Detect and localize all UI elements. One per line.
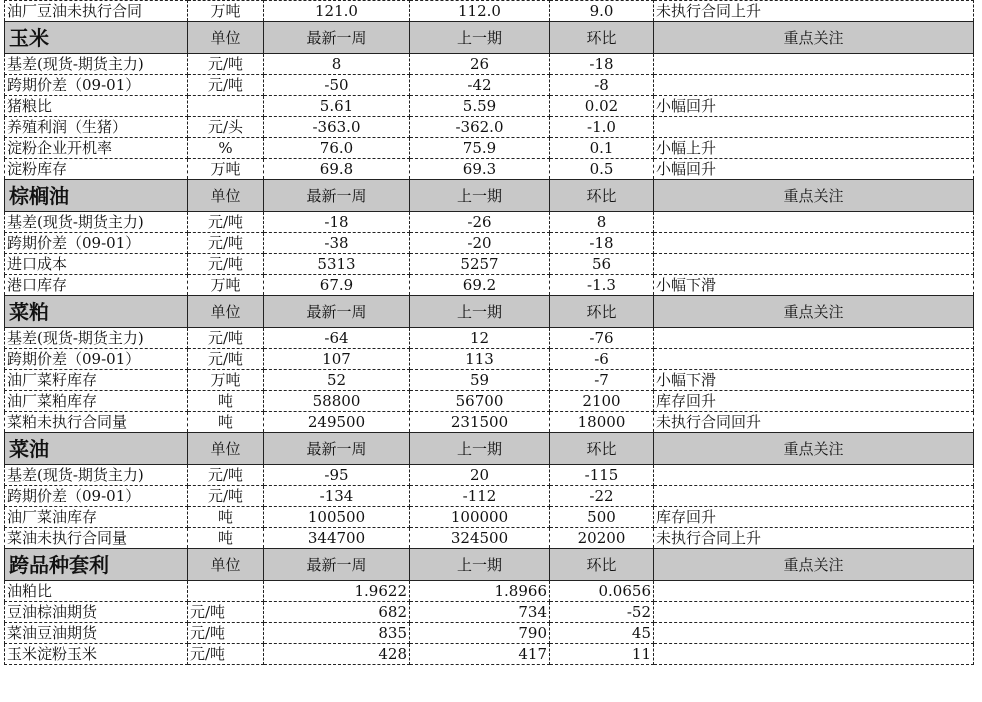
row-latest: 5.61 xyxy=(264,96,410,117)
table-row xyxy=(5,644,974,665)
row-change: -22 xyxy=(550,486,654,507)
row-unit: 吨 xyxy=(188,391,264,412)
table-row xyxy=(5,328,974,349)
row-unit xyxy=(188,96,264,117)
row-unit: 元/吨 xyxy=(188,486,264,507)
row-unit: 元/吨 xyxy=(188,328,264,349)
table-row xyxy=(5,412,974,433)
row-latest: 100500 xyxy=(264,507,410,528)
row-change: 45 xyxy=(550,623,654,644)
row-latest: 682 xyxy=(264,602,410,623)
table-row xyxy=(5,254,974,275)
header-previous: 上一期 xyxy=(410,549,550,581)
section-header-row xyxy=(5,433,974,465)
header-focus: 重点关注 xyxy=(654,549,974,581)
row-name: 跨期价差（09-01） xyxy=(5,75,188,96)
section-title: 菜粕 xyxy=(5,296,188,328)
row-name: 跨期价差（09-01） xyxy=(5,349,188,370)
row-note xyxy=(654,254,974,275)
row-name: 基差(现货-期货主力) xyxy=(5,328,188,349)
row-previous: 5.59 xyxy=(410,96,550,117)
row-latest: 76.0 xyxy=(264,138,410,159)
header-change: 环比 xyxy=(550,180,654,212)
row-unit: 元/吨 xyxy=(188,602,264,623)
row-previous: 113 xyxy=(410,349,550,370)
row-note: 小幅回升 xyxy=(654,159,974,180)
row-unit: 万吨 xyxy=(188,159,264,180)
table-row xyxy=(5,117,974,138)
row-note: 库存回升 xyxy=(654,507,974,528)
table-row xyxy=(5,138,974,159)
row-previous: 75.9 xyxy=(410,138,550,159)
table-row xyxy=(5,581,974,602)
section-0 xyxy=(5,22,974,180)
row-change: 18000 xyxy=(550,412,654,433)
row-change: 2100 xyxy=(550,391,654,412)
table-row xyxy=(5,96,974,117)
row-change: -18 xyxy=(550,54,654,75)
section-title: 棕榈油 xyxy=(5,180,188,212)
table-row xyxy=(5,486,974,507)
row-name: 油厂菜籽库存 xyxy=(5,370,188,391)
row-unit: 元/吨 xyxy=(188,623,264,644)
header-unit: 单位 xyxy=(188,296,264,328)
row-latest: 107 xyxy=(264,349,410,370)
table-row xyxy=(5,391,974,412)
row-previous: -20 xyxy=(410,233,550,254)
row-unit xyxy=(188,581,264,602)
row-change: -52 xyxy=(550,602,654,623)
row-name: 菜粕未执行合同量 xyxy=(5,412,188,433)
section-title: 跨品种套利 xyxy=(5,549,188,581)
row-latest: -134 xyxy=(264,486,410,507)
row-latest: 249500 xyxy=(264,412,410,433)
table-row xyxy=(5,159,974,180)
row-note: 未执行合同上升 xyxy=(654,1,974,22)
row-note: 小幅上升 xyxy=(654,138,974,159)
row-latest: -64 xyxy=(264,328,410,349)
row-previous: -362.0 xyxy=(410,117,550,138)
header-previous: 上一期 xyxy=(410,296,550,328)
row-latest: -38 xyxy=(264,233,410,254)
row-note xyxy=(654,623,974,644)
row-note: 未执行合同回升 xyxy=(654,412,974,433)
header-previous: 上一期 xyxy=(410,22,550,54)
row-change: -8 xyxy=(550,75,654,96)
row-latest: 835 xyxy=(264,623,410,644)
row-previous: 59 xyxy=(410,370,550,391)
row-latest: -18 xyxy=(264,212,410,233)
section-1 xyxy=(5,180,974,296)
row-note: 小幅下滑 xyxy=(654,275,974,296)
row-note xyxy=(654,75,974,96)
row-latest: 58800 xyxy=(264,391,410,412)
row-unit: 元/吨 xyxy=(188,212,264,233)
row-unit: 元/吨 xyxy=(188,349,264,370)
row-note xyxy=(654,233,974,254)
row-latest: -50 xyxy=(264,75,410,96)
row-change: -1.3 xyxy=(550,275,654,296)
row-latest: 8 xyxy=(264,54,410,75)
header-focus: 重点关注 xyxy=(654,180,974,212)
row-unit: 元/吨 xyxy=(188,465,264,486)
row-change: 9.0 xyxy=(550,1,654,22)
row-name: 基差(现货-期货主力) xyxy=(5,465,188,486)
row-previous: 324500 xyxy=(410,528,550,549)
row-unit: 元/吨 xyxy=(188,233,264,254)
row-note xyxy=(654,486,974,507)
header-focus: 重点关注 xyxy=(654,22,974,54)
section-header-row xyxy=(5,22,974,54)
row-previous: 69.3 xyxy=(410,159,550,180)
row-unit: 元/头 xyxy=(188,117,264,138)
table-row xyxy=(5,507,974,528)
row-unit: 万吨 xyxy=(188,275,264,296)
section-header-row xyxy=(5,296,974,328)
row-name: 豆油棕油期货 xyxy=(5,602,188,623)
row-previous: -112 xyxy=(410,486,550,507)
row-change: 8 xyxy=(550,212,654,233)
row-name: 油厂豆油未执行合同 xyxy=(5,1,188,22)
row-latest: 428 xyxy=(264,644,410,665)
row-previous: 734 xyxy=(410,602,550,623)
row-change: 0.0656 xyxy=(550,581,654,602)
header-previous: 上一期 xyxy=(410,180,550,212)
row-change: 56 xyxy=(550,254,654,275)
row-change: 0.1 xyxy=(550,138,654,159)
row-previous: 417 xyxy=(410,644,550,665)
table-row xyxy=(5,349,974,370)
header-latest: 最新一周 xyxy=(264,549,410,581)
row-previous: 790 xyxy=(410,623,550,644)
row-note xyxy=(654,117,974,138)
row-change: 0.02 xyxy=(550,96,654,117)
row-note xyxy=(654,465,974,486)
row-latest: -95 xyxy=(264,465,410,486)
row-unit: 元/吨 xyxy=(188,644,264,665)
row-change: 20200 xyxy=(550,528,654,549)
row-change: 500 xyxy=(550,507,654,528)
row-unit: 元/吨 xyxy=(188,254,264,275)
row-previous: -26 xyxy=(410,212,550,233)
row-change: -76 xyxy=(550,328,654,349)
row-note xyxy=(654,602,974,623)
row-unit: 万吨 xyxy=(188,1,264,22)
row-change: -1.0 xyxy=(550,117,654,138)
section-header-row xyxy=(5,549,974,581)
row-note xyxy=(654,54,974,75)
table-row xyxy=(5,54,974,75)
row-previous: -42 xyxy=(410,75,550,96)
header-unit: 单位 xyxy=(188,180,264,212)
row-unit: 吨 xyxy=(188,412,264,433)
row-change: -18 xyxy=(550,233,654,254)
header-change: 环比 xyxy=(550,296,654,328)
row-name: 菜油未执行合同量 xyxy=(5,528,188,549)
row-name: 跨期价差（09-01） xyxy=(5,233,188,254)
row-latest: 344700 xyxy=(264,528,410,549)
section-title: 玉米 xyxy=(5,22,188,54)
row-note: 库存回升 xyxy=(654,391,974,412)
row-unit: 万吨 xyxy=(188,370,264,391)
row-name: 油厂菜油库存 xyxy=(5,507,188,528)
row-previous: 1.8966 xyxy=(410,581,550,602)
section-header-row xyxy=(5,180,974,212)
section-3 xyxy=(5,433,974,549)
row-latest: 67.9 xyxy=(264,275,410,296)
top-rows xyxy=(5,1,974,22)
section-title: 菜油 xyxy=(5,433,188,465)
row-name: 基差(现货-期货主力) xyxy=(5,212,188,233)
header-change: 环比 xyxy=(550,549,654,581)
row-name: 养殖利润（生猪） xyxy=(5,117,188,138)
header-latest: 最新一周 xyxy=(264,180,410,212)
row-name: 猪粮比 xyxy=(5,96,188,117)
table-row xyxy=(5,528,974,549)
row-note: 小幅回升 xyxy=(654,96,974,117)
row-previous: 20 xyxy=(410,465,550,486)
row-previous: 5257 xyxy=(410,254,550,275)
row-name: 菜油豆油期货 xyxy=(5,623,188,644)
row-note xyxy=(654,581,974,602)
row-change: -7 xyxy=(550,370,654,391)
row-unit: 元/吨 xyxy=(188,75,264,96)
row-latest: 121.0 xyxy=(264,1,410,22)
row-name: 跨期价差（09-01） xyxy=(5,486,188,507)
row-unit: 吨 xyxy=(188,528,264,549)
row-previous: 26 xyxy=(410,54,550,75)
row-change: 0.5 xyxy=(550,159,654,180)
row-previous: 69.2 xyxy=(410,275,550,296)
row-name: 基差(现货-期货主力) xyxy=(5,54,188,75)
row-latest: 52 xyxy=(264,370,410,391)
row-unit: 吨 xyxy=(188,507,264,528)
row-note xyxy=(654,349,974,370)
table-row xyxy=(5,370,974,391)
table-row xyxy=(5,1,974,22)
row-change: -6 xyxy=(550,349,654,370)
row-previous: 56700 xyxy=(410,391,550,412)
row-latest: 5313 xyxy=(264,254,410,275)
row-name: 进口成本 xyxy=(5,254,188,275)
row-change: 11 xyxy=(550,644,654,665)
row-previous: 112.0 xyxy=(410,1,550,22)
header-unit: 单位 xyxy=(188,22,264,54)
header-latest: 最新一周 xyxy=(264,296,410,328)
section-4 xyxy=(5,549,974,665)
row-note xyxy=(654,212,974,233)
row-note xyxy=(654,644,974,665)
row-unit: 元/吨 xyxy=(188,54,264,75)
row-latest: -363.0 xyxy=(264,117,410,138)
row-note xyxy=(654,328,974,349)
data-table xyxy=(4,0,974,665)
header-unit: 单位 xyxy=(188,549,264,581)
row-previous: 100000 xyxy=(410,507,550,528)
section-2 xyxy=(5,296,974,433)
header-latest: 最新一周 xyxy=(264,433,410,465)
table-row xyxy=(5,75,974,96)
row-previous: 231500 xyxy=(410,412,550,433)
row-name: 淀粉企业开机率 xyxy=(5,138,188,159)
row-name: 港口库存 xyxy=(5,275,188,296)
row-unit: % xyxy=(188,138,264,159)
header-focus: 重点关注 xyxy=(654,433,974,465)
header-previous: 上一期 xyxy=(410,433,550,465)
table-row xyxy=(5,233,974,254)
row-latest: 1.9622 xyxy=(264,581,410,602)
table-row xyxy=(5,465,974,486)
row-note: 未执行合同上升 xyxy=(654,528,974,549)
header-change: 环比 xyxy=(550,22,654,54)
header-unit: 单位 xyxy=(188,433,264,465)
row-name: 油粕比 xyxy=(5,581,188,602)
row-name: 玉米淀粉玉米 xyxy=(5,644,188,665)
header-change: 环比 xyxy=(550,433,654,465)
table-row xyxy=(5,275,974,296)
row-latest: 69.8 xyxy=(264,159,410,180)
row-previous: 12 xyxy=(410,328,550,349)
row-name: 油厂菜粕库存 xyxy=(5,391,188,412)
table-row xyxy=(5,623,974,644)
header-focus: 重点关注 xyxy=(654,296,974,328)
row-change: -115 xyxy=(550,465,654,486)
table-row xyxy=(5,602,974,623)
header-latest: 最新一周 xyxy=(264,22,410,54)
table-row xyxy=(5,212,974,233)
row-note: 小幅下滑 xyxy=(654,370,974,391)
row-name: 淀粉库存 xyxy=(5,159,188,180)
